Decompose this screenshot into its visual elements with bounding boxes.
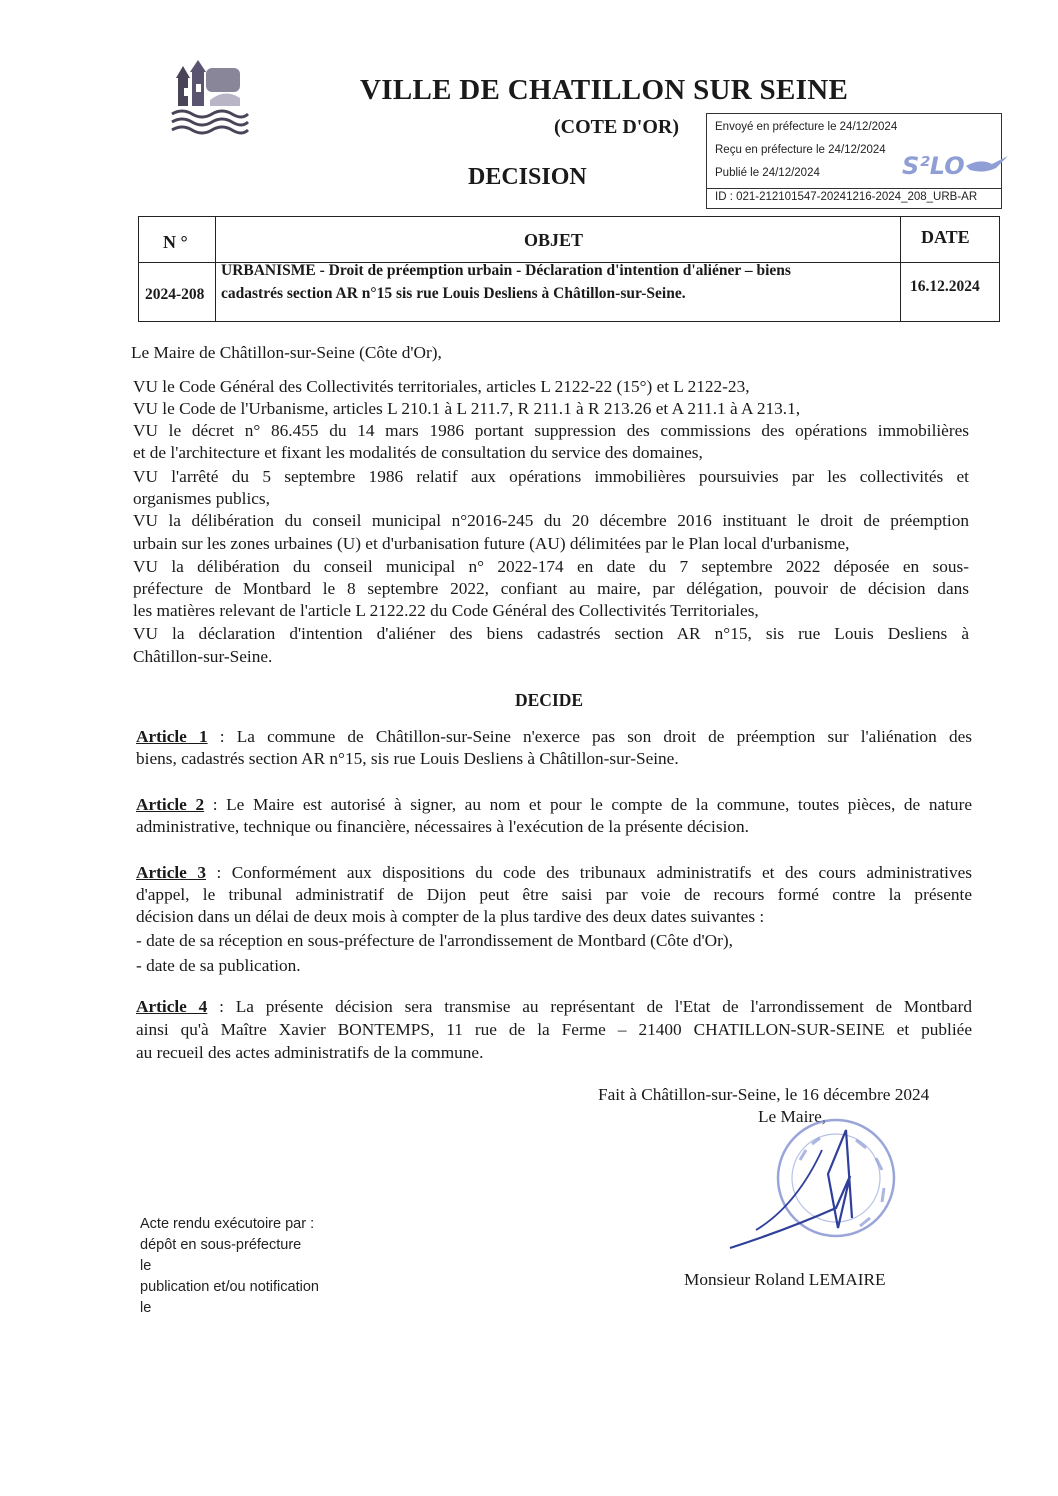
article-4-line2: ainsi qu'à Maître Xavier BONTEMPS, 11 rue de la Ferme – 21400 CHATILLON-SUR-SEINE et publiée — [136, 1020, 972, 1039]
vu-line: VU le Code Général des Collectivités territoriales, articles L 2122-22 (15°) et L 2122-23, — [133, 377, 750, 396]
article-4-line1: Article 4 : La présente décision sera transmise au représentant de l'Etat de l'arrondissement de Montbard — [136, 997, 972, 1016]
decision-date: 16.12.2024 — [910, 278, 980, 295]
vu-line: VU le Code de l'Urbanisme, articles L 210.1 à L 211.7, R 211.1 à R 213.26 et A 211.1 à A 213.1, — [133, 399, 801, 418]
decision-table — [138, 216, 1000, 322]
vu-line: VU la délibération du conseil municipal n°2016-245 du 20 décembre 2016 instituant le droit de préemption — [133, 511, 969, 530]
vu-line: urbain sur les zones urbaines (U) et d'urbanisation future (AU) délimitées par le Plan local d'urbanisme, — [133, 534, 850, 553]
executory-note-line: le — [140, 1258, 152, 1274]
vu-line: VU la déclaration d'intention d'aliéner des biens cadastrés section AR n°15, sis rue Louis Desliens à — [133, 624, 969, 643]
vu-line: les matières relevant de l'article L 2122.22 du Code Général des Collectivités Territoriales, — [133, 601, 759, 620]
executory-note-line: Acte rendu exécutoire par : — [140, 1216, 315, 1232]
stamp-received: Reçu en préfecture le 24/12/2024 — [715, 144, 886, 156]
article-4-line3: au recueil des actes administratifs de la commune. — [136, 1043, 484, 1062]
stamp-id: ID : 021-212101547-20241216-2024_208_URB-AR — [707, 188, 1001, 203]
executory-note-line: dépôt en sous-préfecture — [140, 1237, 302, 1253]
vu-line: VU la délibération du conseil municipal n° 2022-174 en date du 7 septembre 2022 déposée en sous- — [133, 557, 969, 576]
header-object: OBJET — [524, 230, 584, 250]
article-2-line1: Article 2 : Le Maire est autorisé à signer, au nom et pour le compte de la commune, toutes pièces, de nature — [136, 795, 973, 814]
city-logo — [170, 58, 250, 136]
decide-heading: DECIDE — [515, 690, 584, 710]
vu-line: VU l'arrêté du 5 septembre 1986 relatif aux opérations immobilières poursuivies par les collectivités et — [133, 467, 969, 486]
intro-line: Le Maire de Châtillon-sur-Seine (Côte d'Or), — [131, 343, 442, 362]
header-number: N ° — [163, 232, 188, 252]
article-1-line2: biens, cadastrés section AR n°15, sis rue Louis Desliens à Châtillon-sur-Seine. — [136, 749, 679, 768]
s2lo-logo-icon — [900, 148, 1010, 182]
article-3-line2: d'appel, le tribunal administratif de Dijon peut être saisi par voie de recours formé contre la présente — [136, 885, 972, 904]
document-type-title: DECISION — [468, 164, 587, 190]
decision-object-line2: cadastrés section AR n°15 sis rue Louis Desliens à Châtillon-sur-Seine. — [221, 285, 686, 302]
department-label: (COTE D'OR) — [554, 116, 679, 138]
article-3-line3: décision dans un délai de deux mois à compter de la plus tardive des deux dates suivantes : — [136, 907, 765, 926]
vu-line: préfecture de Montbard le 8 septembre 2022, confiant au maire, par délégation, pouvoir de décision dans — [133, 579, 969, 598]
executory-note-line: publication et/ou notification — [140, 1279, 319, 1295]
article-3-line4: - date de sa réception en sous-préfecture de l'arrondissement de Montbard (Côte d'Or), — [136, 931, 733, 950]
mayor-seal-and-signature — [726, 1110, 926, 1260]
article-3-line1: Article 3 : Conformément aux dispositions du code des tribunaux administratifs et des cours administratives — [136, 863, 972, 882]
city-title: VILLE DE CHATILLON SUR SEINE — [360, 74, 849, 106]
article-2-line2: administrative, technique ou financière, nécessaires à l'exécution de la présente décision. — [136, 817, 749, 836]
article-3-line5: - date de sa publication. — [136, 956, 301, 975]
executory-note-line: le — [140, 1300, 152, 1316]
vu-line: organismes publics, — [133, 489, 270, 508]
vu-line: et de l'architecture et fixant les modalités de consultation du service des domaines, — [133, 443, 703, 462]
s2lo-logo-text: S²LO — [902, 152, 965, 180]
stamp-sent: Envoyé en préfecture le 24/12/2024 — [715, 121, 898, 133]
decision-number: 2024-208 — [145, 286, 205, 303]
decision-object-line1: URBANISME - Droit de préemption urbain - Déclaration d'intention d'aliéner – biens — [221, 262, 791, 279]
header-date: DATE — [921, 227, 970, 247]
signature-role: Le Maire, — [758, 1107, 827, 1126]
article-1-line1: Article 1 : La commune de Châtillon-sur-Seine n'exerce pas son droit de préemption sur l'aliénation des — [136, 727, 972, 746]
signature-place-date: Fait à Châtillon-sur-Seine, le 16 décembre 2024 — [598, 1085, 930, 1104]
signatory-name: Monsieur Roland LEMAIRE — [684, 1270, 886, 1289]
vu-line: VU le décret n° 86.455 du 14 mars 1986 portant suppression des commissions des opérations immobilières — [133, 421, 969, 440]
stamp-published: Publié le 24/12/2024 — [715, 167, 820, 179]
vu-line: Châtillon-sur-Seine. — [133, 647, 273, 666]
executory-note — [140, 1214, 319, 1319]
